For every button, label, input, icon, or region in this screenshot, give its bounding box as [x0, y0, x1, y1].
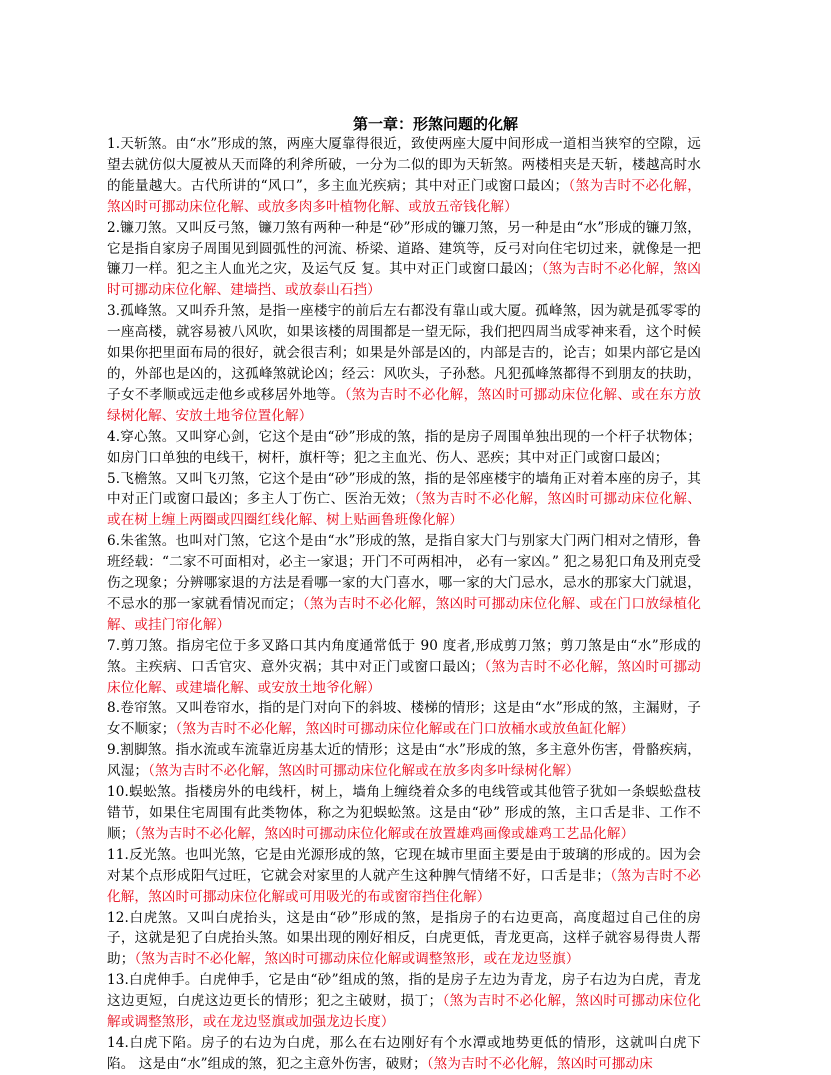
- entry-remedy: （煞为吉时不必化解，煞凶时可挪动床位化解或在放置雄鸡画像或雄鸡工艺品化解）: [134, 825, 635, 842]
- paragraph-entry: [107, 698, 701, 740]
- paragraph-entry: [107, 740, 701, 782]
- entry-text: 9.割脚煞。指水流或车流靠近房基太近的情形；这是由“水”形成的煞，多主意外伤害，骨骼疾病，风湿；: [107, 742, 701, 780]
- entry-text: 6.朱雀煞。也叫对门煞，它这个是由“水”形成的煞，是指自家大门与别家大门两门相对之情形，鲁班经载：“二家不可面相对，必主一家退；开门不可两相冲， 必有一家凶。” 犯之易犯口角及刑克受伤之现象；分辨哪家退的方法是看哪一家的大门喜水，哪一家的大门忌水，忌水的那家大门就退，不忌水的那一家就看情况而定；: [107, 533, 701, 612]
- entry-text: 10.蜈蚣煞。指楼房外的电线杆，树上，墙角上缠绕着众多的电线管或其他管子犹如一条蜈蚣盘枝错节，如果住宅周围有此类物体，称之为犯蜈蚣煞。这是由“砂” 形成的煞，主口舌是非、工作不顺；: [107, 784, 701, 842]
- paragraph-entry: [107, 531, 701, 636]
- paragraph-entry: [107, 218, 701, 302]
- entry-remedy: （煞为吉时不必化解，煞凶时可挪动床位化解、建墙挡、或放泰山石挡）: [107, 261, 701, 299]
- entry-remedy: （煞为吉时不必化解，煞凶时可挪动床位化解、或建墙化解、或安放土地爷化解）: [107, 658, 701, 696]
- paragraph-entry: [107, 1033, 701, 1075]
- entry-remedy: （煞为吉时不必化解，煞凶时可挪动床位化解、或在东方放绿树化解、安放土地爷位置化解）: [107, 386, 701, 424]
- entry-remedy: （煞为吉时不必化解，煞凶时可挪动床位化解或可用吸光的布或窗帘挡住化解）: [107, 867, 701, 905]
- paragraph-entry: [107, 301, 701, 426]
- entry-remedy: （煞为吉时不必化解，煞凶时可挪动床位化解、或在门口放绿植化解、或挂门帘化解）: [107, 595, 701, 633]
- entry-text: 11.反光煞。也叫光煞，它是由光源形成的煞，它现在城市里面主要是由于玻璃的形成的。因为会对某个点形成阳气过旺，它就会对家里的人就产生这种脾气情绪不好，口舌是非；: [107, 846, 701, 884]
- entry-text: 2.镰刀煞。又叫反弓煞，镰刀煞有两种一种是“砂”形成的镰刀煞，另一种是由“水”形成的镰刀煞，它是指自家房子周围见到圆弧性的河流、桥梁、道路、建筑等，反弓对向住宅切过来，就像是一把镰刀一样。犯之主人血光之灾，及运气反 复。其中对正门或窗口最凶；: [107, 219, 701, 278]
- entry-remedy: （煞为吉时不必化解，煞凶时可挪动床位化解、或放多肉多叶植物化解、或放五帝钱化解）: [107, 177, 701, 215]
- entry-text: 13.白虎伸手。白虎伸手，它是由“砂”组成的煞，指的是房子左边为青龙，房子右边为白虎，青龙这边更短，白虎这边更长的情形；犯之主破财，损丁；: [107, 972, 701, 1010]
- entry-text: 12.白虎煞。又叫白虎抬头，这是由“砂”形成的煞，是指房子的右边更高，高度超过自己住的房子，这就是犯了白虎抬头煞。如果出现的刚好相反，白虎更低，青龙更高，这样子就容易得贵人帮助；: [107, 909, 701, 968]
- paragraph-entry: [107, 427, 701, 469]
- paragraph-entry: [107, 782, 701, 845]
- paragraph-entry: [107, 845, 701, 908]
- chapter-title: 第一章：形煞问题的化解: [352, 115, 518, 133]
- paragraph-entry: [107, 908, 701, 971]
- document-body: [107, 134, 701, 1075]
- entry-text: 3.孤峰煞。又叫乔升煞，是指一座楼宇的前后左右都没有靠山或大厦。孤峰煞，因为就是孤零零的一座高楼，就容易被八风吹，如果该楼的周围都是一望无际，我们把四周当成零神来看，这个时候如果你把里面布局的很好，就会很吉利；如果是外部是凶的，内部是吉的，论吉；如果内部它是凶的，外部也是凶的，这孤峰煞就论凶；经云：风吹头，子孙愁。凡犯孤峰煞都得不到朋友的扶助，子女不孝顺或远走他乡或移居外地等。: [107, 303, 701, 403]
- entry-remedy: （煞为吉时不必化解，煞凶时可挪动床: [426, 1055, 653, 1072]
- entry-remedy: （煞为吉时不必化解，煞凶时可挪动床位化解或调整煞形，或在龙边竖旗或加强龙边长度）: [107, 993, 701, 1031]
- entry-remedy: （煞为吉时不必化解，煞凶时可挪动床位化解、或在树上缠上两圈或四圈红线化解、树上贴画鲁班像化解）: [107, 491, 701, 529]
- entry-text: 8.卷帘煞。又叫卷帘水，指的是门对向下的斜坡、楼梯的情形；这是由“水”形成的煞，主漏财，子女不顺家；: [107, 700, 701, 738]
- entry-remedy: （煞为吉时不必化解，煞凶时可挪动床位化解或在门口放桶水或放鱼缸化解）: [175, 721, 635, 738]
- paragraph-entry: [107, 469, 701, 532]
- entry-remedy: （煞为吉时不必化解，煞凶时可挪动床位化解或调整煞形，或在龙边竖旗）: [134, 951, 580, 968]
- entry-text: 14.白虎下陷。房子的右边为白虎，那么在右边刚好有个水潭或地势更低的情形，这就叫白虎下陷。 这是由“水”组成的煞，犯之主意外伤害，破财；: [107, 1034, 701, 1072]
- entry-text: 4.穿心煞。又叫穿心剑，它这个是由“砂”形成的煞，指的是房子周围单独出现的一个杆子状物体；如房门口单独的电线干，树杆，旗杆等；犯之主血光、伤人、恶疾；其中对正门或窗口最凶；: [107, 428, 701, 466]
- paragraph-entry: [107, 134, 701, 218]
- entry-text: 1.天斩煞。由“水”形成的煞，两座大厦靠得很近，致使两座大厦中间形成一道相当狭窄的空隙，远望去就仿似大厦被从天而降的利斧所破，一分为二似的即为天斩煞。两楼相夹是天斩，楼越高时水的能量越大。古代所讲的“风口”，多主血光疾病；其中对正门或窗口最凶；: [107, 136, 701, 194]
- paragraph-entry: [107, 636, 701, 699]
- entry-remedy: （煞为吉时不必化解，煞凶时可挪动床位化解或在放多肉多叶绿树化解）: [148, 763, 580, 780]
- entry-text: 7.剪刀煞。指房宅位于多叉路口其内角度通常低于 90 度者,形成剪刀煞；剪刀煞是由“水”形成的煞。主疾病、口舌官灾、意外灾祸；其中对正门或窗口最凶；: [107, 637, 701, 675]
- paragraph-entry: [107, 970, 701, 1033]
- entry-text: 5.飞檐煞。又叫飞刃煞，它这个是由“砂”形成的煞，指的是邻座楼宇的墙角正对着本座的房子，其中对正门或窗口最凶；多主人丁伤亡、医治无效；: [107, 470, 701, 508]
